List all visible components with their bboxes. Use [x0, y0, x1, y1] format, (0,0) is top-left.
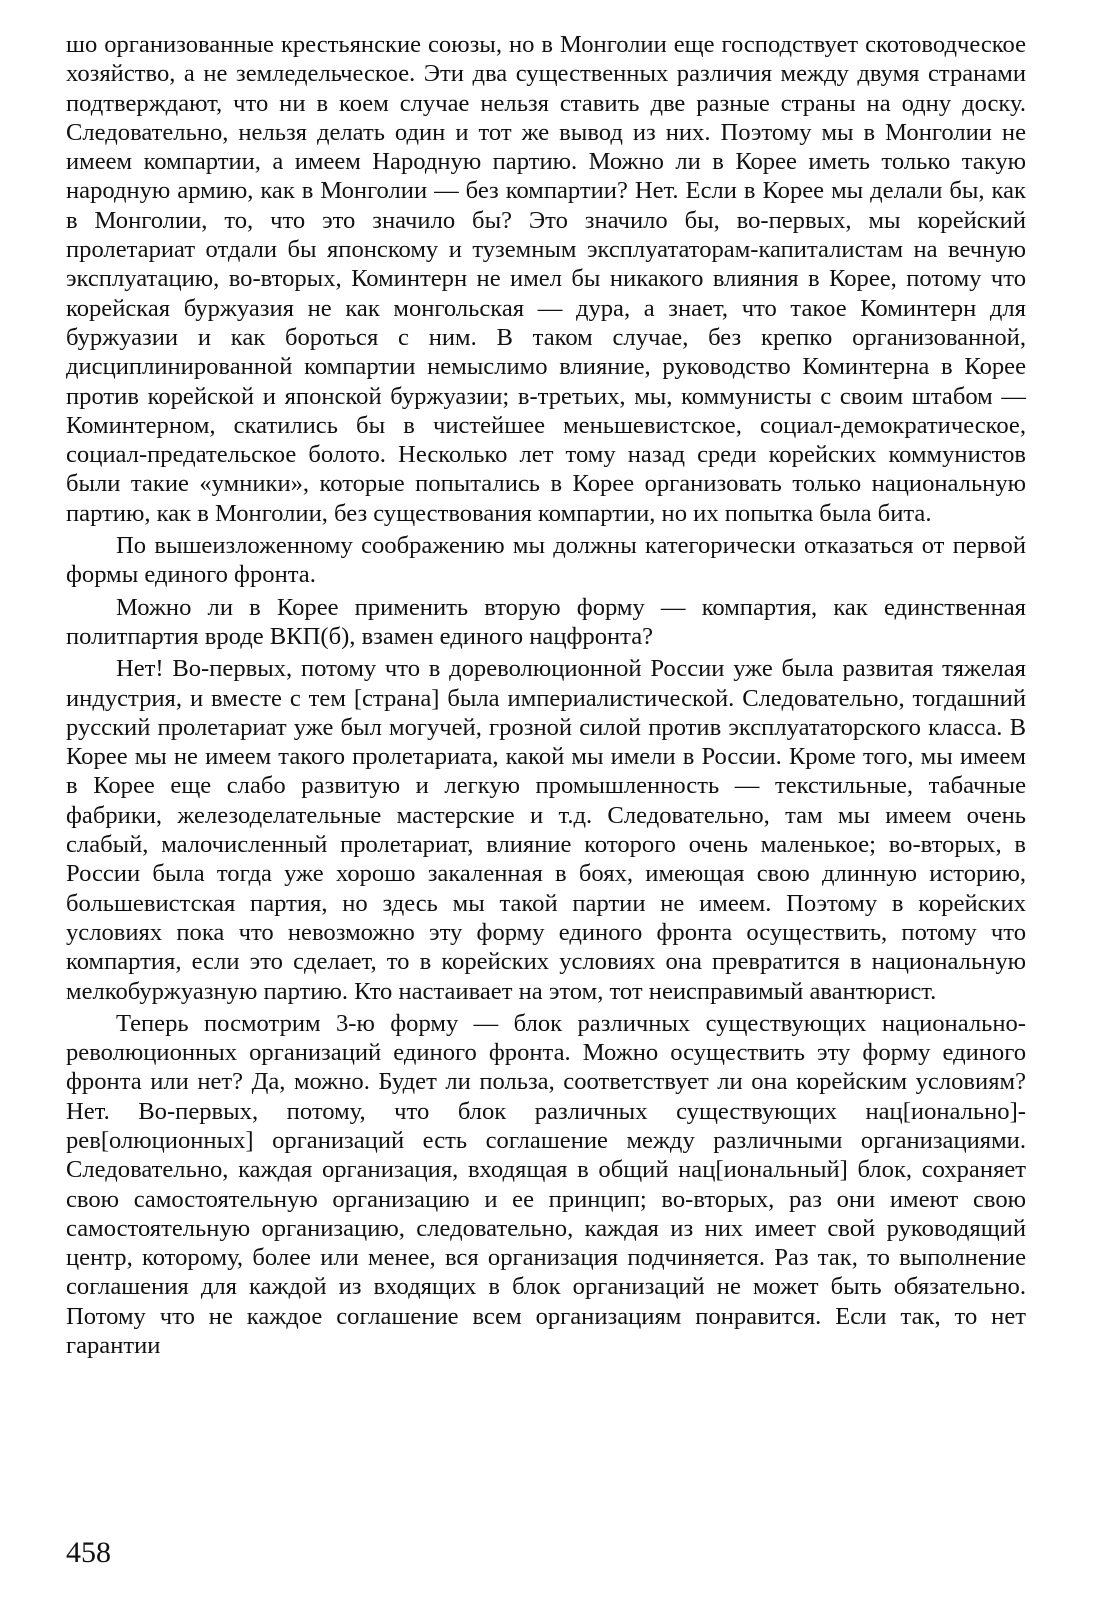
page-body — [66, 30, 1026, 1570]
paragraph-5: Теперь посмотрим 3-ю форму — блок различных существующих национально-революционных организаций единого фронта. Можно осуществить эту форму единого фронта или нет? Да, можно. Будет ли польза, соответствует ли она корейским условиям? Нет. Во-первых, потому, что блок различных существующих нац[ионально]-рев[олюционных] организаций есть соглашение между различными организациями. Следовательно, каждая организация, входящая в общий нац[иональный] блок, сохраняет свою самостоятельную организацию и ее принцип; во-вторых, раз они имеют свою самостоятельную организацию, следовательно, каждая из них имеет свой руководящий центр, которому, более или менее, вся организация подчиняется. Раз так, то выполнение соглашения для каждой из входящих в блок организаций не может быть обязательно. Потому что не каждое соглашение всем организациям понравится. Если так, то нет гарантии — [66, 1009, 1026, 1360]
paragraph-4: Нет! Во-первых, потому что в дореволюционной России уже была развитая тяжелая индустрия, и вместе с тем [страна] была империалистической. Следовательно, тогдашний русский пролетариат уже был могучей, грозной силой против эксплуататорского класса. В Корее мы не имеем такого пролетариата, какой мы имели в России. Кроме того, мы имеем в Корее еще слабо развитую и легкую промышленность — текстильные, табачные фабрики, железоделательные мастерские и т.д. Следовательно, там мы имеем очень слабый, малочисленный пролетариат, влияние которого очень маленькое; во-вторых, в России была тогда уже хорошо закаленная в боях, имеющая свою длинную историю, большевистская партия, но здесь мы такой партии не имеем. Поэтому в корейских условиях пока что невозможно эту форму единого фронта осуществить, потому что компартия, если это сделает, то в корейских условиях она превратится в национальную мелкобуржуазную партию. Кто настаивает на этом, тот неисправимый авантюрист. — [66, 655, 1026, 1005]
paragraph-1: шо организованные крестьянские союзы, но в Монголии еще господствует скотоводческое хозяйство, а не земледельческое. Эти два существенных различия между двумя странами подтверждают, что ни в коем случае нельзя ставить две разные страны на одну доску. Следовательно, нельзя делать один и тот же вывод из них. Поэтому мы в Монголии не имеем компартии, а имеем Народную партию. Можно ли в Корее иметь только такую народную армию, как в Монголии — без компартии? Нет. Если в Корее мы делали бы, как в Монголии, то, что это значило бы? Это значило бы, во-первых, мы корейский пролетариат отдали бы японскому и туземным эксплуататорам-капиталистам на вечную эксплуатацию, во-вторых, Коминтерн не имел бы никакого влияния в Корее, потому что корейская буржуазия не как монгольская — дура, а знает, что такое Коминтерн для буржуазии и как бороться с ним. В таком случае, без крепко организованной, дисциплинированной компартии немыслимо влияние, руководство Коминтерна в Корее против корейской и японской буржуазии; в-третьих, мы, коммунисты с своим штабом — Коминтерном, скатились бы в чистейшее меньшевистское, социал-демократическое, социал-предательское болото. Несколько лет тому назад среди корейских коммунистов были такие «умники», которые попытались в Корее организовать только национальную партию, как в Монголии, без существования компартии, но их попытка была бита. — [66, 31, 1026, 527]
paragraph-2: По вышеизложенному соображению мы должны категорически отказаться от первой формы единого фронта. — [66, 532, 1026, 589]
paragraph-3: Можно ли в Корее применить вторую форму — компартия, как единственная политпартия вроде ВКП(б), взамен единого нацфронта? — [66, 593, 1026, 650]
page-number: 458 — [66, 1536, 111, 1569]
